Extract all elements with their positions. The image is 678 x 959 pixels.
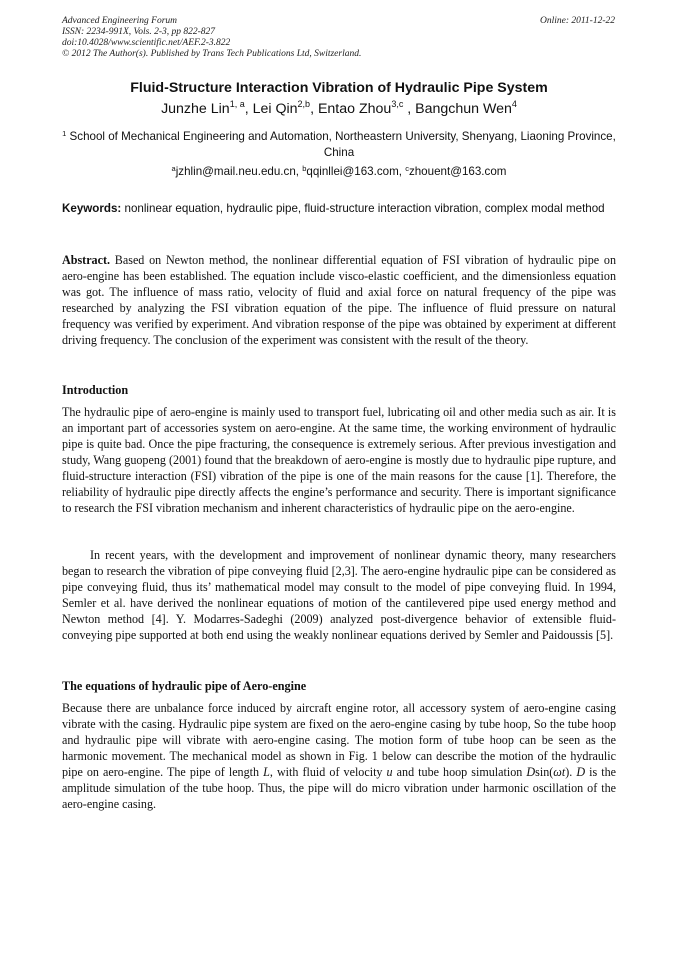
email-sup: a bbox=[171, 164, 176, 173]
symbol-length: L bbox=[263, 765, 270, 779]
introduction-heading: Introduction bbox=[62, 383, 129, 397]
affiliation-text: School of Mechanical Engineering and Automation, Northeastern University, Shenyang, Liaoning Province, China bbox=[69, 130, 616, 159]
symbol-velocity: u bbox=[386, 765, 393, 779]
equations-text: is the amplitude simulation of the tube hoop. Thus, the pipe will do micro vibration under harmonic oscillation of the aero-engine casing. bbox=[62, 765, 617, 811]
equations-text: sin( bbox=[535, 765, 554, 779]
email-sup: b bbox=[302, 164, 307, 173]
author-name: Lei Qin bbox=[252, 101, 298, 117]
email-address[interactable]: qqinllei@163.com bbox=[306, 165, 399, 178]
online-date: Online: 2011-12-22 bbox=[539, 16, 615, 26]
email-address[interactable]: zhouent@163.com bbox=[408, 165, 507, 178]
keywords bbox=[62, 201, 616, 217]
author-affil-sup: 2,b bbox=[297, 99, 311, 109]
affiliation bbox=[62, 129, 616, 161]
equations-text: and tube hoop simulation bbox=[392, 765, 527, 779]
abstract-text: Based on Newton method, the nonlinear differential equation of FSI vibration of hydraulic pipe on aero-engine has been established. The equation include visco-elastic coefficient, and the dimensionless equation was got. The influence of mass ratio, velocity of fluid and axial force on natural frequency of the pipe was researched by analyzing the FSI vibration equation of the pipe. The influence of fluid pressure on natural frequency was verified by experiment. And vibration response of the pipe was obtained by experiment at different driving frequency. The conclusion of the experiment was consistent with the result of the theory. bbox=[62, 253, 617, 347]
equations-text: ). bbox=[565, 765, 573, 779]
equations-text: Because there are unbalance force induced by aircraft engine rotor, all accessory system of aero-engine casing vibrate with the casing. Hydraulic pipe system are fixed on the aero-engine casing by tube hoop, So the tube hoop and hydraulic pipe will vibrate with aero-engine casing. The motion form of tube hoop can be seen as the harmonic movement. The mechanical model as shown in Fig. 1 below can describe the motion of the hydraulic pipe on aero-engine. The pipe of length bbox=[62, 701, 616, 779]
author-name: Entao Zhou bbox=[317, 101, 392, 117]
author-list: Junzhe Lin$^{1, a}$, Lei Qin$^{2,b}$, Entao Zhou$^{3,c}$ , Bangchun Wen$^4$ bbox=[161, 99, 517, 117]
keywords-text: nonlinear equation, hydraulic pipe, fluid-structure interaction vibration, complex modal method bbox=[124, 202, 605, 215]
abstract bbox=[62, 252, 616, 348]
email-sup: c bbox=[405, 164, 409, 173]
intro-paragraph-1: The hydraulic pipe of aero-engine is mainly used to transport fuel, lubricating oil and other media such as air. It is an important part of accessories system on aero-engine. At the same time, the working environment of hydraulic pipe is quite bad. Once the pipe fracturing, the consequence is extremely serious. After previous investigation and study, Wang guopeng (2001) found that the breakdown of aero-engine is mostly due to hydraulic pipe rupture, and fluid-structure interaction (FSI) vibration of the pipe is one of the main reasons for the cause [1]. Therefore, the reliability of hydraulic pipe directly affects the engine’s performance and security. There is important significance to research the FSI vibration mechanism and inherent characteristics of hydraulic pipe on the aero-engine. bbox=[62, 405, 616, 515]
author-affil-sup: 3,c bbox=[391, 99, 404, 109]
symbol-omega-t: ωt bbox=[553, 765, 566, 779]
author-name: Bangchun Wen bbox=[415, 101, 512, 117]
copyright-line: © 2012 The Author(s). Published by Trans Tech Publications Ltd, Switzerland. bbox=[62, 49, 362, 59]
equations-heading: The equations of hydraulic pipe of Aero-engine bbox=[62, 679, 307, 693]
issn-line: ISSN: 2234-991X, Vols. 2-3, pp 822-827 bbox=[62, 27, 216, 37]
intro-paragraph-2: In recent years, with the development and improvement of nonlinear dynamic theory, many researchers began to research the vibration of pipe conveying fluid [2,3]. The aero-engine hydraulic pipe can be considered as pipe conveying fluid, thus its’ mathematical model may consult to the model of pipe conveying fluid. In 1994, Semler et al. have derived the nonlinear equations of motion of the cantilevered pipe used energy method and Newton method [4]. Y. Modarres-Sadeghi (2009) analyzed post-divergence behavior of extensible fluid-conveying pipe supported at both end using the weakly nonlinear equations derived by Semler and Paidoussis [5]. bbox=[62, 548, 616, 642]
paper-title: Fluid-Structure Interaction Vibration of Hydraulic Pipe System bbox=[130, 80, 548, 96]
author-affil-sup: 1, a bbox=[229, 99, 245, 109]
email-address[interactable]: jzhlin@mail.neu.edu.cn bbox=[175, 165, 296, 178]
author-name: Junzhe Lin bbox=[161, 101, 230, 117]
symbol-amplitude: D bbox=[526, 765, 536, 779]
equations-paragraph-1 bbox=[62, 700, 616, 812]
author-affil-sup: 4 bbox=[511, 99, 517, 109]
symbol-amplitude: D bbox=[576, 765, 586, 779]
abstract-label: Abstract. bbox=[62, 253, 111, 267]
keywords-label: Keywords: bbox=[62, 202, 122, 215]
journal-name: Advanced Engineering Forum bbox=[62, 16, 178, 26]
doi-line: doi:10.4028/www.scientific.net/AEF.2-3.822 bbox=[62, 38, 231, 48]
affiliation-sup: 1 bbox=[62, 129, 67, 138]
equations-text: , with fluid of velocity bbox=[269, 765, 387, 779]
email-list: $^a$jzhlin@mail.neu.edu.cn, $^b$qqinllei@163.com, $^c$zhouent@163.com bbox=[171, 164, 507, 178]
